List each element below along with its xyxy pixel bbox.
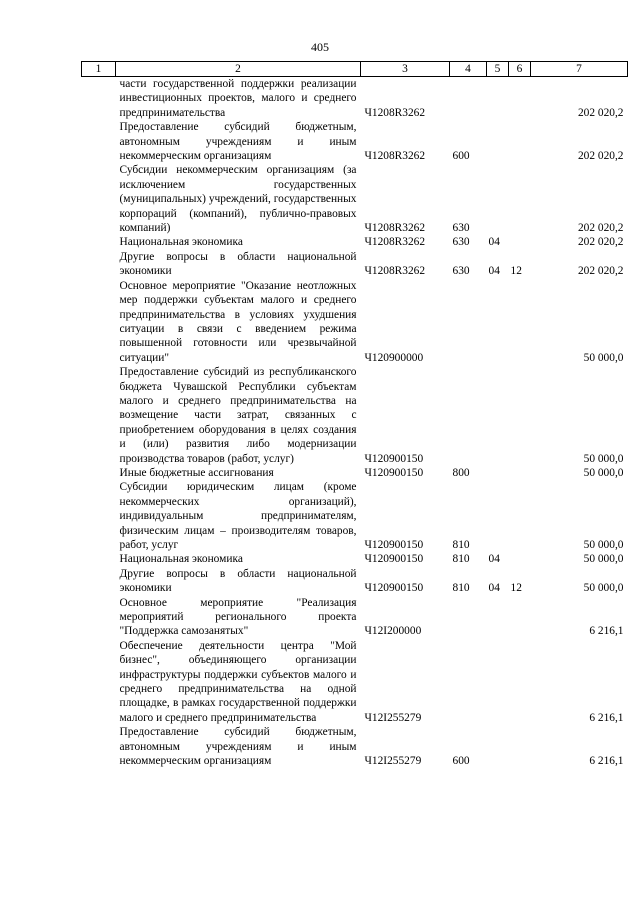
- row-name: Предоставление субсидий бюджетным, автономным учреждениям и иным некоммерческим организациям: [119, 121, 357, 163]
- row-section: [487, 596, 509, 639]
- row-name: Другие вопросы в области национальной экономики: [119, 567, 357, 595]
- table-row: [82, 250, 628, 279]
- row-section: [487, 279, 509, 365]
- row-amount: 50 000,0: [583, 553, 624, 566]
- row-section: [487, 466, 509, 480]
- table-row: [82, 596, 628, 639]
- row-number-cell: [82, 552, 116, 566]
- row-target-code: Ч120900150: [364, 539, 424, 551]
- header-col-1: 1: [82, 62, 116, 77]
- table-row: [82, 120, 628, 163]
- table-header: [82, 62, 628, 77]
- table-row: [82, 279, 628, 365]
- row-expense-type: [450, 639, 487, 725]
- header-col-7: 7: [531, 62, 628, 77]
- row-number-cell: [82, 725, 116, 768]
- header-col-4: 4: [450, 62, 487, 77]
- table-row: [82, 725, 628, 768]
- row-amount: 6 216,1: [589, 711, 624, 724]
- row-number-cell: [82, 235, 116, 249]
- row-amount: 50 000,0: [583, 539, 624, 551]
- row-expense-type: 600: [452, 755, 470, 768]
- row-number-cell: [82, 466, 116, 480]
- row-subsection: 12: [510, 582, 522, 595]
- row-section: [487, 725, 509, 768]
- row-amount: 202 020,2: [577, 106, 624, 119]
- table-row: [82, 480, 628, 552]
- row-number-cell: [82, 120, 116, 163]
- row-subsection: [509, 466, 531, 480]
- row-name: Иные бюджетные ассигнования: [119, 466, 274, 479]
- row-number-cell: [82, 250, 116, 279]
- row-expense-type: 600: [452, 150, 470, 163]
- row-section: [487, 639, 509, 725]
- row-number-cell: [82, 639, 116, 725]
- table-row: [82, 466, 628, 480]
- row-amount: 50 000,0: [583, 452, 624, 465]
- table-row: [82, 235, 628, 249]
- row-target-code: Ч1208R3262: [364, 222, 426, 235]
- row-expense-type: [450, 596, 487, 639]
- row-number-cell: [82, 77, 116, 121]
- row-name: Субсидии некоммерческим организациям (за исключением государственных (муниципальных) учреждений, государственных корпораций (компаний), публично-правовых компаний): [119, 164, 357, 235]
- row-expense-type: 800: [452, 466, 470, 479]
- row-number-cell: [82, 365, 116, 466]
- row-section: [487, 480, 509, 552]
- table-row: [82, 77, 628, 121]
- table-row: [82, 365, 628, 466]
- row-number-cell: [82, 567, 116, 596]
- row-subsection: [509, 596, 531, 639]
- row-target-code: Ч1208R3262: [364, 236, 426, 249]
- row-subsection: [509, 77, 531, 121]
- row-target-code: Ч1208R3262: [364, 106, 426, 119]
- row-subsection: [509, 163, 531, 235]
- row-name: Основное мероприятие "Оказание неотложных мер поддержки субъектам малого и среднего предпринимательства в условиях ухудшения ситуации в связи с введением режима повышенной готовности или чрезвычайной ситуации": [119, 279, 357, 364]
- row-expense-type: [450, 77, 487, 121]
- row-expense-type: [450, 279, 487, 365]
- row-target-code: Ч120900000: [364, 351, 424, 364]
- table-row: [82, 639, 628, 725]
- row-expense-type: 810: [452, 539, 470, 551]
- row-target-code: Ч120900150: [364, 466, 424, 479]
- row-subsection: [509, 279, 531, 365]
- table-row: [82, 567, 628, 596]
- row-section: 04: [488, 553, 500, 566]
- table-body: [82, 77, 628, 769]
- row-amount: 6 216,1: [589, 625, 624, 638]
- row-amount: 50 000,0: [583, 351, 624, 364]
- row-name: Национальная экономика: [119, 553, 243, 566]
- row-name: Основное мероприятие "Реализация мероприятий регионального проекта "Поддержка самозанятых": [119, 596, 357, 638]
- row-target-code: Ч12I255279: [364, 755, 422, 768]
- row-number-cell: [82, 279, 116, 365]
- row-subsection: [509, 639, 531, 725]
- row-target-code: Ч120900150: [364, 582, 424, 595]
- header-col-3: 3: [361, 62, 450, 77]
- table-row: [82, 163, 628, 235]
- row-amount: 202 020,2: [577, 222, 624, 235]
- row-expense-type: 630: [452, 265, 470, 278]
- row-name: Обеспечение деятельности центра "Мой бизнес", объединяющего организации инфраструктуры поддержки субъектов малого и среднего предпринимательства на одной площадке, в рамках государственной поддержки малого и среднего предпринимательства: [119, 639, 357, 724]
- row-section: 04: [488, 236, 500, 249]
- row-subsection: [509, 120, 531, 163]
- row-target-code: Ч1208R3262: [364, 150, 426, 163]
- row-expense-type: 810: [452, 582, 470, 595]
- row-name: Субсидии юридическим лицам (кроме некоммерческих организаций), индивидуальным предпринимателям, физическим лицам – производителям товаров, работ, услуг: [119, 481, 357, 551]
- row-expense-type: 810: [452, 553, 470, 566]
- row-number-cell: [82, 163, 116, 235]
- row-section: 04: [488, 582, 500, 595]
- row-expense-type: 630: [452, 236, 470, 249]
- row-expense-type: [450, 365, 487, 466]
- row-name: части государственной поддержки реализации инвестиционных проектов, малого и среднего предпринимательства: [119, 78, 357, 119]
- row-amount: 50 000,0: [583, 582, 624, 595]
- row-number-cell: [82, 596, 116, 639]
- row-section: [487, 163, 509, 235]
- row-name: Предоставление субсидий бюджетным, автономным учреждениям и иным некоммерческим организациям: [119, 726, 357, 768]
- header-col-5: 5: [487, 62, 509, 77]
- row-number-cell: [82, 480, 116, 552]
- header-col-6: 6: [509, 62, 531, 77]
- budget-table: [81, 61, 628, 769]
- row-amount: 202 020,2: [577, 265, 624, 278]
- row-name: Другие вопросы в области национальной экономики: [119, 250, 357, 278]
- row-amount: 202 020,2: [577, 150, 624, 163]
- row-target-code: Ч1208R3262: [364, 265, 426, 278]
- row-subsection: [509, 552, 531, 566]
- row-subsection: [509, 365, 531, 466]
- row-target-code: Ч120900150: [364, 553, 424, 566]
- row-target-code: Ч12I255279: [364, 711, 422, 724]
- table-row: [82, 552, 628, 566]
- row-name: Предоставление субсидий из республиканского бюджета Чувашской Республики субъектам малого и среднего предпринимательства на возмещение части затрат, связанных с приобретением оборудования в целях создания и (или) развития либо модернизации производства товаров (работ, услуг): [119, 366, 357, 465]
- row-section: [487, 77, 509, 121]
- row-subsection: [509, 235, 531, 249]
- row-amount: 50 000,0: [583, 466, 624, 479]
- row-section: [487, 365, 509, 466]
- row-name: Национальная экономика: [119, 236, 243, 249]
- row-section: [487, 120, 509, 163]
- row-amount: 6 216,1: [589, 755, 624, 768]
- row-subsection: [509, 480, 531, 552]
- row-target-code: Ч12I200000: [364, 625, 422, 638]
- row-subsection: [509, 725, 531, 768]
- row-section: 04: [488, 265, 500, 278]
- row-subsection: 12: [510, 265, 522, 278]
- row-amount: 202 020,2: [577, 236, 624, 249]
- row-expense-type: 630: [452, 222, 470, 235]
- page-number: 405: [311, 40, 329, 54]
- row-target-code: Ч120900150: [364, 452, 424, 465]
- header-col-2: 2: [116, 62, 361, 77]
